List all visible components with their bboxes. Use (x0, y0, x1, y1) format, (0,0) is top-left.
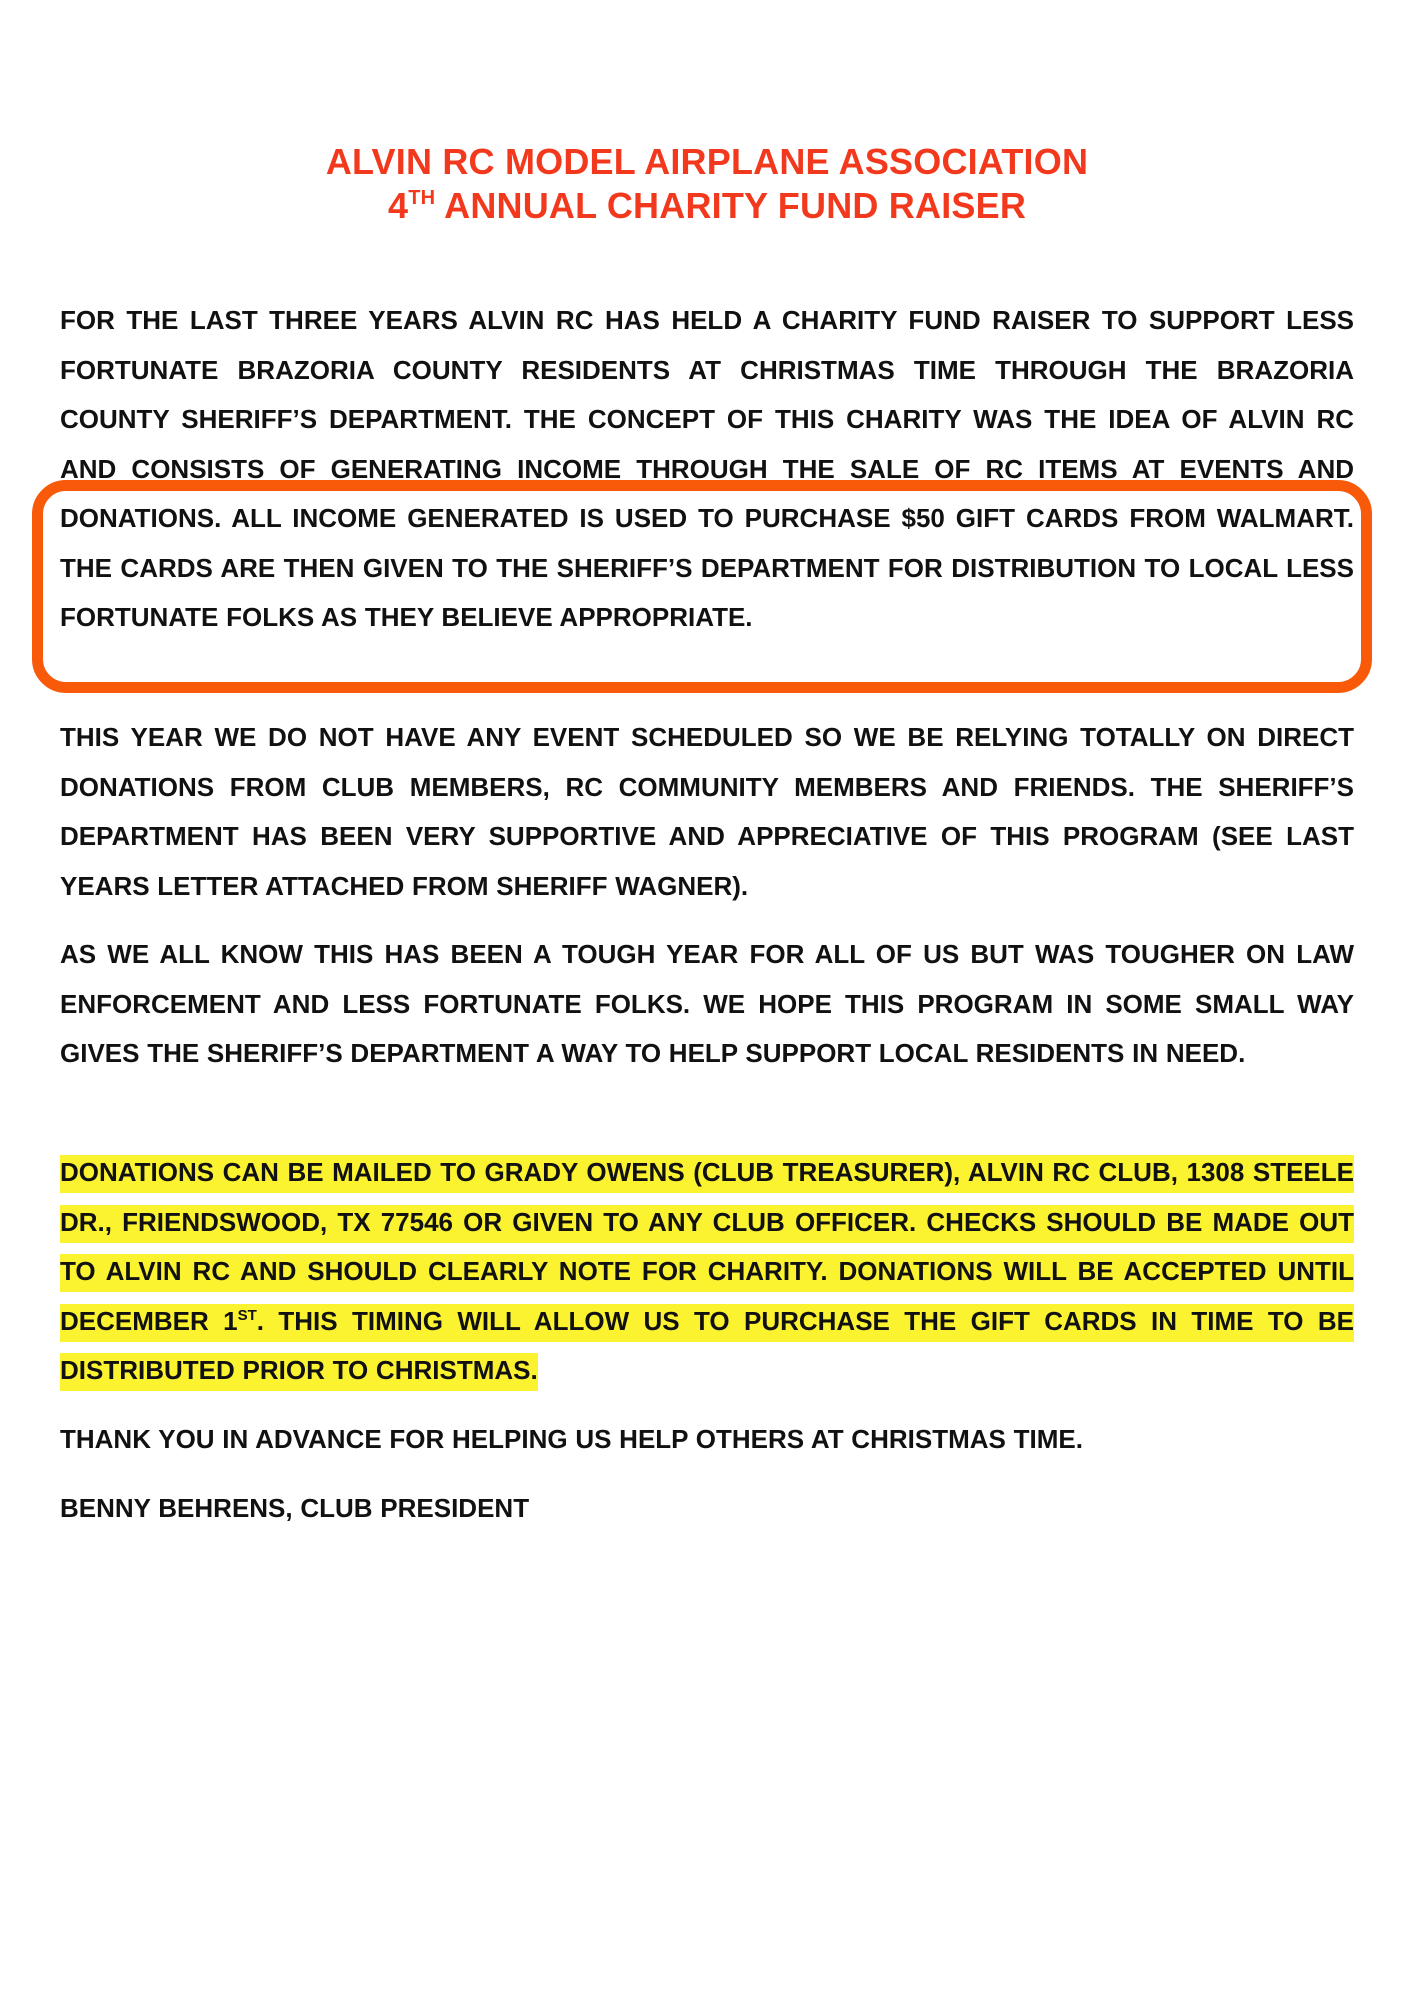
date-ordinal-suffix: ST (237, 1306, 257, 1324)
paragraph-this-year: THIS YEAR WE DO NOT HAVE ANY EVENT SCHEDULED SO WE BE RELYING TOTALLY ON DIRECT DONATIONS FROM CLUB MEMBERS, RC COMMUNITY MEMBERS AND FRIENDS. THE SHERIFF’S DEPARTMENT HAS BEEN VERY SUPPORTIVE AND APPRECIATIVE OF THIS PROGRAM (SEE LAST YEARS LETTER ATTACHED FROM SHERIFF WAGNER). (60, 722, 1354, 901)
signature-line: BENNY BEHRENS, CLUB PRESIDENT (60, 1493, 530, 1523)
donation-instructions-text-2: . THIS TIMING WILL ALLOW US TO PURCHASE THE GIFT CARDS IN TIME TO BE DISTRIBUTED PRIOR TO CHRISTMAS. (60, 1305, 1354, 1385)
document-title-line-2 (0, 184, 1414, 228)
title-ordinal-number: 4 (387, 185, 409, 226)
closing-line: THANK YOU IN ADVANCE FOR HELPING US HELP OTHERS AT CHRISTMAS TIME. (60, 1424, 1083, 1454)
donation-instructions-text-1: DONATIONS CAN BE MAILED TO GRADY OWENS (CLUB TREASURER), ALVIN RC CLUB, 1308 STEELE DR., FRIENDSWOOD, TX 77546 OR GIVEN TO ANY CLUB OFFICER. CHECKS SHOULD BE MADE OUT TO ALVIN RC AND SHOULD CLEARLY NOTE FOR CHARITY. DONATIONS WILL BE ACCEPTED UNTIL DECEMBER 1 (60, 1157, 1354, 1336)
paragraph-charity-history: FOR THE LAST THREE YEARS ALVIN RC HAS HELD A CHARITY FUND RAISER TO SUPPORT LESS FORTUNATE BRAZORIA COUNTY RESIDENTS AT CHRISTMAS TIME THROUGH THE BRAZORIA COUNTY SHERIFF’S DEPARTMENT. THE CONCEPT OF THIS CHARITY WAS THE IDEA OF ALVIN RC AND CONSISTS OF GENERATING INCOME THROUGH THE SALE OF RC ITEMS AT EVENTS AND DONATIONS. ALL INCOME GENERATED IS USED TO PURCHASE $50 GIFT CARDS FROM WALMART. THE CARDS ARE THEN GIVEN TO THE SHERIFF’S DEPARTMENT FOR DISTRIBUTION TO LOCAL LESS FORTUNATE FOLKS AS THEY BELIEVE APPROPRIATE. (60, 305, 1354, 632)
donation-instructions-highlight (60, 1155, 1354, 1391)
document-title-line-1: ALVIN RC MODEL AIRPLANE ASSOCIATION (325, 141, 1089, 182)
title-line-2-text: ANNUAL CHARITY FUND RAISER (435, 185, 1027, 226)
paragraph-tough-year: AS WE ALL KNOW THIS HAS BEEN A TOUGH YEAR FOR ALL OF US BUT WAS TOUGHER ON LAW ENFORCEMENT AND LESS FORTUNATE FOLKS. WE HOPE THIS PROGRAM IN SOME SMALL WAY GIVES THE SHERIFF’S DEPARTMENT A WAY TO HELP SUPPORT LOCAL RESIDENTS IN NEED. (60, 939, 1354, 1068)
paragraph-donation-instructions (60, 1148, 1354, 1396)
title-ordinal-suffix: TH (408, 187, 436, 209)
